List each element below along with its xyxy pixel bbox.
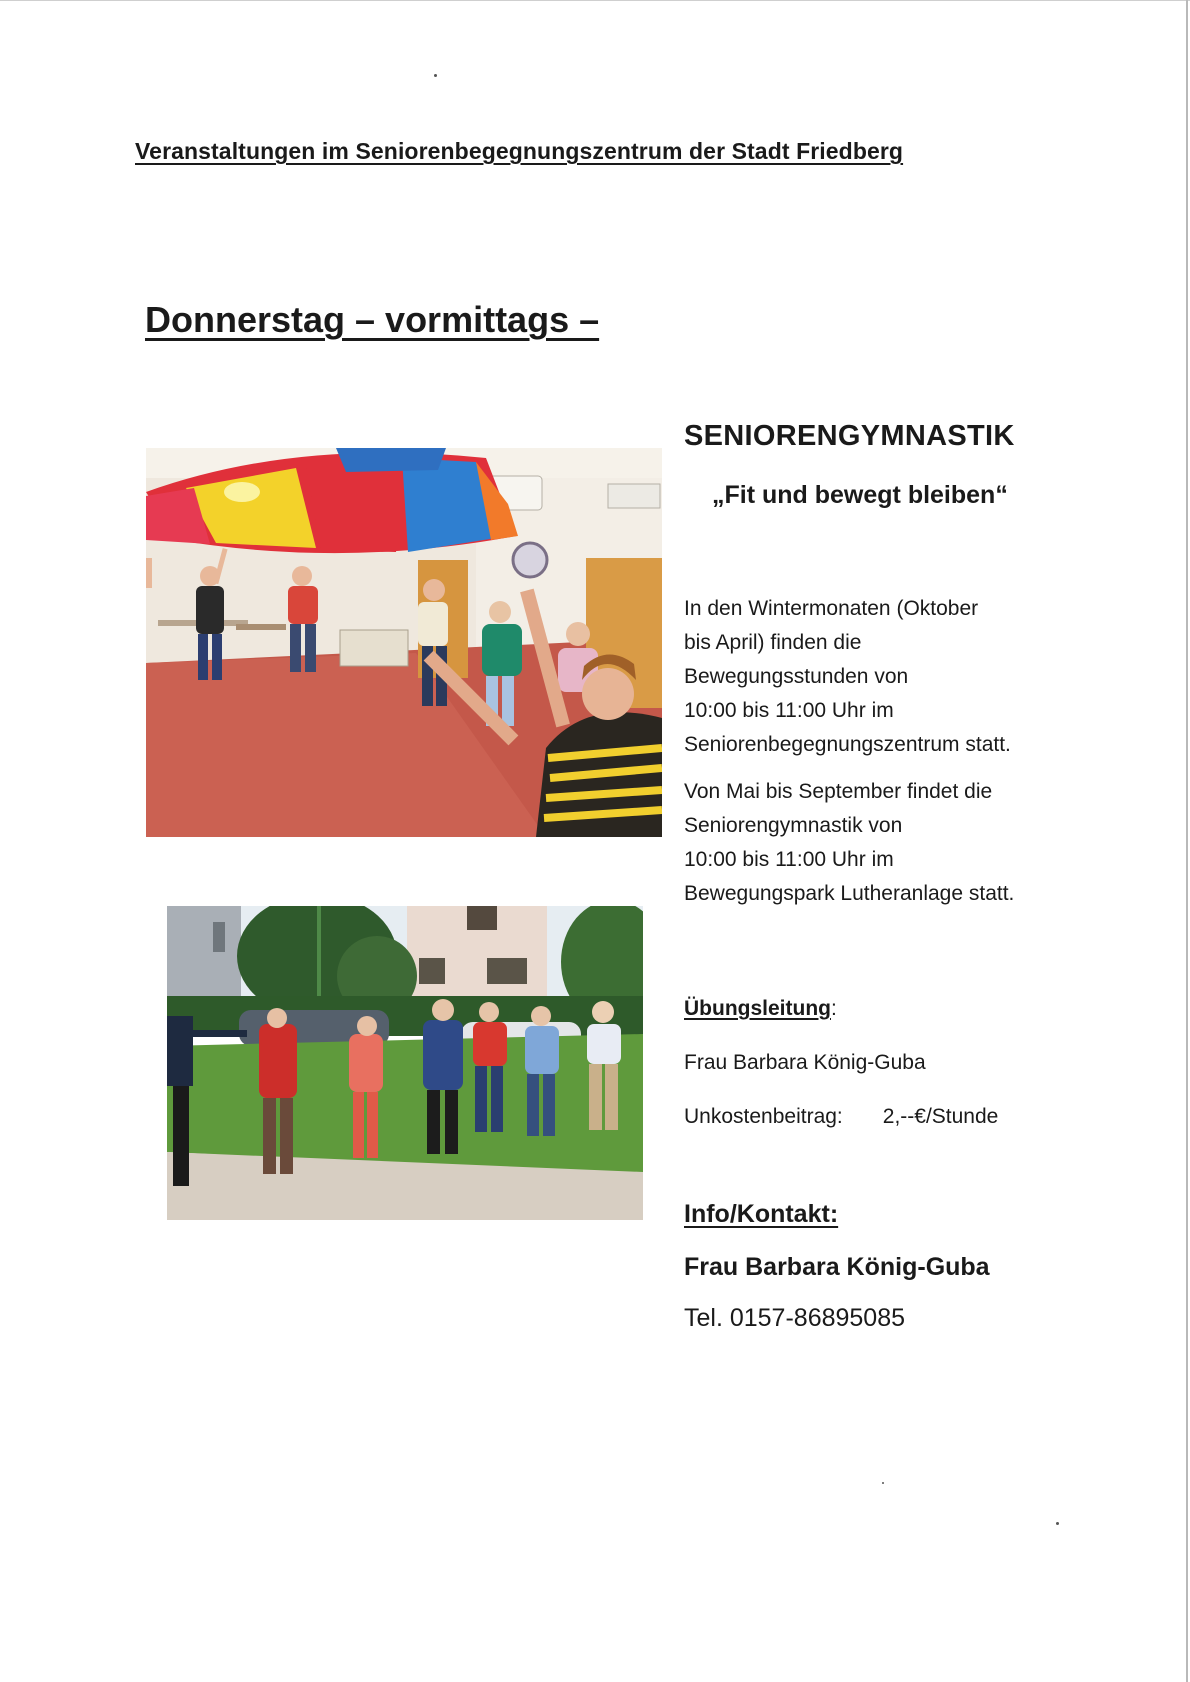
scan-speck xyxy=(1056,1522,1059,1525)
winter-line: Seniorenbegegnungszentrum statt. xyxy=(684,733,1011,756)
winter-line: bis April) finden die xyxy=(684,631,862,654)
winter-paragraph xyxy=(684,592,1174,762)
summer-line: 10:00 bis 11:00 Uhr im xyxy=(684,848,894,871)
winter-line: Bewegungsstunden von xyxy=(684,665,909,688)
winter-line: 10:00 bis 11:00 Uhr im xyxy=(684,699,894,722)
fee-label: Unkostenbeitrag: xyxy=(684,1105,843,1128)
contact-phone: Tel. 0157-86895085 xyxy=(684,1304,906,1332)
outdoor-gymnastics-photo xyxy=(167,906,643,1220)
scan-speck xyxy=(434,74,437,77)
contact-name: Frau Barbara König-Guba xyxy=(684,1253,990,1281)
leadership-name: Frau Barbara König-Guba xyxy=(684,1051,926,1074)
winter-line: In den Wintermonaten (Oktober xyxy=(684,597,979,620)
course-slogan: „Fit und bewegt bleiben“ xyxy=(712,481,1008,509)
course-info-column xyxy=(684,420,1174,1333)
summer-line: Bewegungspark Lutheranlage statt. xyxy=(684,882,1015,905)
fee-row xyxy=(684,1100,1174,1134)
scan-speck xyxy=(882,1482,884,1484)
page-right-edge xyxy=(1186,0,1188,1682)
page-top-edge xyxy=(0,0,1190,1)
course-title: SENIORENGYMNASTIK xyxy=(684,420,1015,452)
summer-line: Seniorengymnastik von xyxy=(684,814,903,837)
header-title: Veranstaltungen im Seniorenbegegnungszentrum der Stadt Friedberg xyxy=(135,138,904,164)
summer-paragraph xyxy=(684,775,1174,911)
leadership-label-text: Übungsleitung xyxy=(684,997,831,1020)
contact-heading: Info/Kontakt: xyxy=(684,1200,839,1228)
indoor-gymnastics-photo xyxy=(146,448,662,837)
leadership-label-colon: : xyxy=(830,997,837,1020)
day-heading: Donnerstag – vormittags – xyxy=(145,299,600,340)
fee-value: 2,--€/Stunde xyxy=(882,1105,999,1128)
summer-line: Von Mai bis September findet die xyxy=(684,780,993,803)
leadership-label xyxy=(684,992,1174,1026)
